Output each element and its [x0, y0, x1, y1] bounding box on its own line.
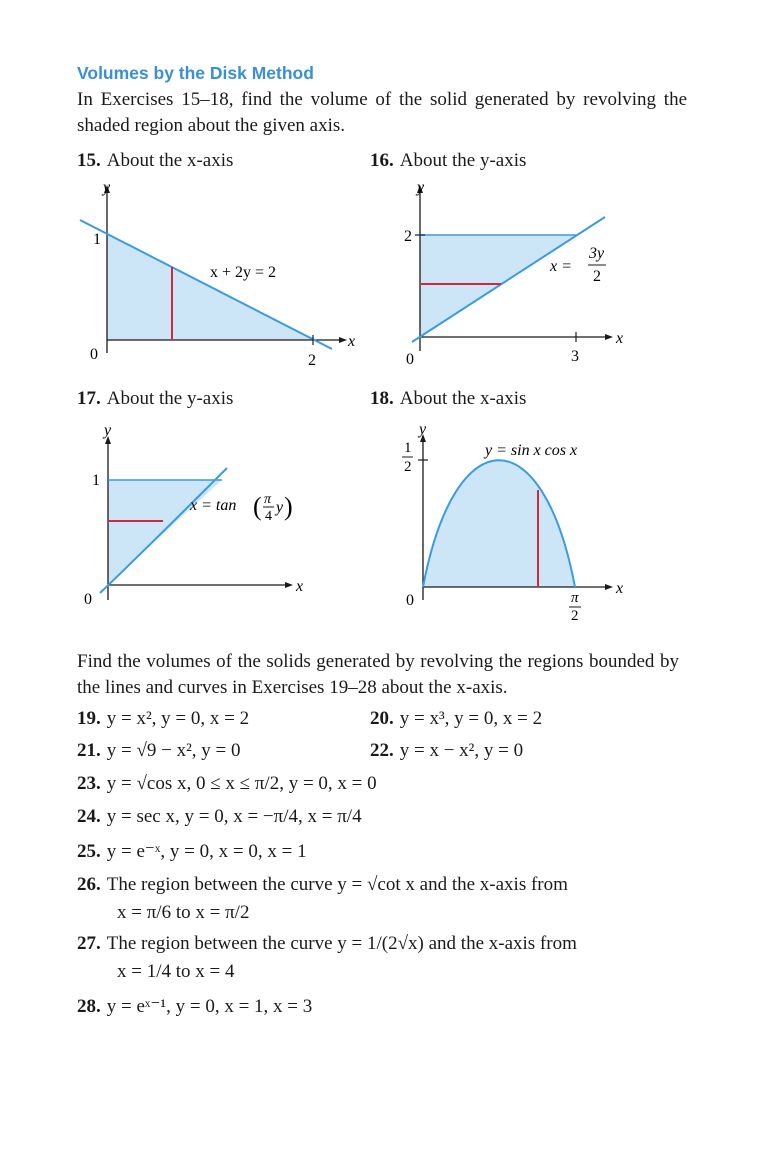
exercise-28	[77, 995, 312, 1018]
exercise-number: 22.	[370, 740, 394, 761]
exercise-text: y = x³, y = 0, x = 2	[399, 708, 543, 729]
intro-text: In Exercises 15–18, find the volume of the solid generated by revolving the shaded region about the given axis.	[77, 89, 687, 136]
exercise-number: 25.	[77, 841, 101, 862]
exercise-16-label	[370, 150, 526, 172]
exercise-number: 15.	[77, 150, 101, 171]
exercise-19	[77, 708, 249, 730]
exercise-text: y = sec x, y = 0, x = −π/4, x = π/4	[106, 806, 362, 827]
axis-label-x: x	[616, 330, 624, 347]
axis-label-x: x	[296, 578, 304, 595]
exercise-text: y = eˣ⁻¹, y = 0, x = 1, x = 3	[106, 996, 313, 1017]
origin-label: 0	[406, 592, 414, 609]
figure-17	[70, 420, 370, 615]
tick-label-y-den: 2	[404, 459, 412, 475]
exercise-22	[370, 740, 523, 762]
exercise-23	[77, 773, 377, 795]
exercise-24	[77, 806, 362, 828]
curve-equation-frac-den: 4	[265, 509, 272, 524]
paren-close: )	[284, 492, 293, 521]
section-title: Volumes by the Disk Method	[77, 63, 314, 83]
exercise-20	[370, 708, 542, 730]
exercise-number: 27.	[77, 933, 101, 954]
origin-label: 0	[406, 351, 414, 368]
axis-label-y: y	[419, 421, 427, 438]
curve-equation-den: 2	[593, 268, 601, 285]
axis-label-y: y	[104, 422, 112, 439]
exercise-18-label	[370, 388, 526, 410]
exercise-number: 24.	[77, 806, 101, 827]
exercise-number: 16.	[370, 150, 394, 171]
exercise-text-line1: The region between the curve y = 1/(2√x) and the x-axis from	[106, 933, 577, 954]
tick-label-y-num: 1	[404, 440, 412, 456]
exercise-text: y = e⁻ˣ, y = 0, x = 0, x = 1	[106, 841, 307, 862]
exercise-17-label	[77, 388, 233, 410]
exercise-27	[77, 933, 577, 955]
exercise-axis-label: About the x-axis	[399, 388, 527, 409]
tick-label-x-den: 2	[571, 608, 579, 624]
exercise-27-cont: x = 1/4 to x = 4	[117, 961, 235, 982]
paren-open: (	[253, 492, 262, 521]
curve-equation-frac-num: π	[264, 492, 272, 507]
exercise-axis-label: About the y-axis	[106, 388, 234, 409]
exercise-number: 23.	[77, 773, 101, 794]
axis-label-y: y	[103, 179, 111, 196]
exercise-axis-label: About the x-axis	[106, 150, 234, 171]
origin-label: 0	[84, 591, 92, 608]
exercise-text: y = x², y = 0, x = 2	[106, 708, 250, 729]
tick-label-y: 2	[404, 228, 412, 245]
curve-equation: y = sin x cos x	[485, 442, 578, 459]
x-axis-arrow	[605, 334, 613, 340]
exercise-number: 17.	[77, 388, 101, 409]
axis-label-y: y	[417, 179, 425, 196]
tick-label-x: 2	[308, 352, 316, 369]
curve-equation-lhs: x = tan	[190, 497, 237, 514]
axis-label-x: x	[616, 580, 624, 597]
curve-equation-lhs: x =	[550, 258, 572, 275]
exercise-number: 18.	[370, 388, 394, 409]
tick-label-y: 1	[93, 231, 101, 248]
tick-label-x-num: π	[571, 590, 579, 606]
x-axis-arrow	[339, 337, 347, 343]
exercise-26-cont: x = π/6 to x = π/2	[117, 902, 250, 923]
origin-label: 0	[90, 346, 98, 363]
tick-label-x: 3	[571, 348, 579, 365]
exercise-15-label	[77, 150, 233, 172]
curve-equation-num: 3y	[589, 245, 605, 262]
exercise-21	[77, 740, 241, 762]
instructions-paragraph: Find the volumes of the solids generated by revolving the regions bounded by the lines and curves in Exercises 19–28 about the x-axis.	[77, 651, 679, 698]
curve-equation: x + 2y = 2	[210, 264, 277, 281]
shaded-region	[423, 460, 575, 587]
tick-label-y: 1	[92, 472, 100, 489]
exercise-axis-label: About the y-axis	[399, 150, 527, 171]
exercise-25	[77, 840, 307, 863]
x-axis-arrow	[285, 582, 293, 588]
exercise-text: y = √cos x, 0 ≤ x ≤ π/2, y = 0, x = 0	[106, 773, 377, 794]
exercise-number: 28.	[77, 996, 101, 1017]
exercise-text-line1: The region between the curve y = √cot x and the x-axis from	[106, 874, 568, 895]
exercise-number: 19.	[77, 708, 101, 729]
figure-16	[390, 175, 640, 375]
axis-label-x: x	[348, 333, 356, 350]
exercise-number: 26.	[77, 874, 101, 895]
x-axis-arrow	[605, 584, 613, 590]
exercise-26	[77, 874, 568, 896]
exercise-text: y = √9 − x², y = 0	[106, 740, 241, 761]
exercise-number: 20.	[370, 708, 394, 729]
exercise-text: y = x − x², y = 0	[399, 740, 524, 761]
figure-18	[390, 420, 640, 630]
curve-equation-var: y	[276, 499, 284, 516]
exercise-number: 21.	[77, 740, 101, 761]
figure-15	[70, 175, 370, 375]
